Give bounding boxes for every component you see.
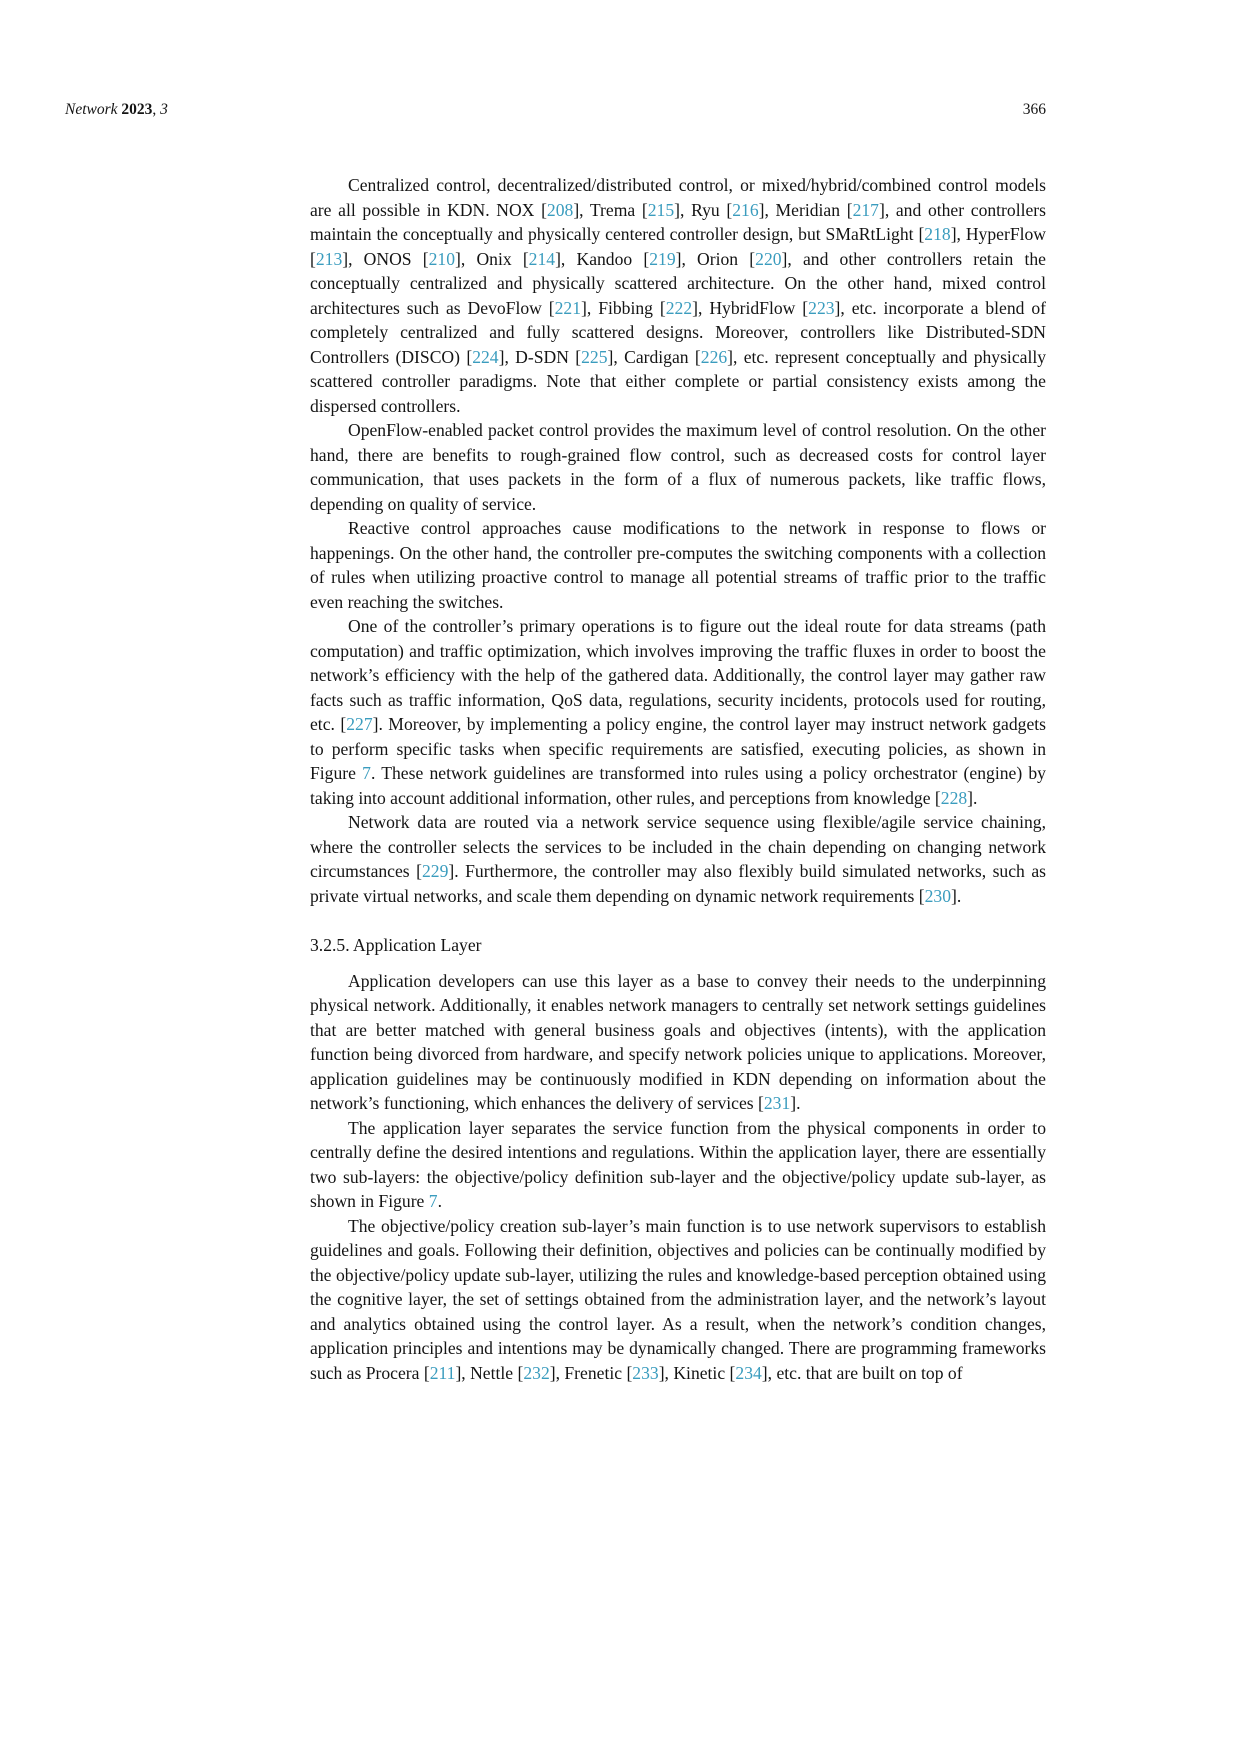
- paragraph: The application layer separates the service function from the physical components in order to centrally define the desired intentions and regulations. Within the application layer, there are essentially two sub-layers: the objective/policy definition sub-layer and the objective/policy update sub-layer, as shown in Figure 7.: [310, 1117, 1046, 1211]
- citation-link[interactable]: 230: [924, 885, 952, 906]
- figure-reference-link[interactable]: 7: [362, 763, 371, 783]
- citation-link[interactable]: 223: [808, 297, 835, 318]
- citation-link[interactable]: 215: [647, 199, 675, 220]
- paragraph: Network data are routed via a network service sequence using flexible/agile service chaining, where the controller selects the services to be included in the chain depending on changing network circumstances [229]. Furthermore, the controller may also flexibly build simulated networks, such as private virtual networks, and scale them depending on dynamic network requirements [230].: [310, 812, 1046, 906]
- journal-info: [65, 101, 168, 119]
- citation-link[interactable]: 208: [546, 199, 574, 220]
- citation-link[interactable]: 214: [528, 248, 556, 269]
- paragraph: Application developers can use this layer as a base to convey their needs to the underpinning physical network. Additionally, it enables network managers to centrally set network settings guidelines that are better matched with general business goals and objectives (intents), with the application function being divorced from hardware, and specify network policies unique to applications. Moreover, application guidelines may be continuously modified in KDN depending on information about the network’s functioning, which enhances the delivery of services [231].: [310, 970, 1046, 1113]
- paragraph: Reactive control approaches cause modifications to the network in response to flows or happenings. On the other hand, the controller pre-computes the switching components with a collection of rules when utilizing proactive control to manage all potential streams of traffic prior to the traffic even reaching the switches.: [310, 518, 1046, 612]
- figure-reference-link[interactable]: 7: [428, 1191, 438, 1211]
- paragraph: OpenFlow-enabled packet control provides the maximum level of control resolution. On the other hand, there are benefits to rough-grained flow control, such as decreased costs for control layer communication, that uses packets in the form of a flux of numerous packets, like traffic flows, depending on quality of service.: [310, 420, 1046, 514]
- citation-link[interactable]: 221: [554, 297, 582, 318]
- citation-link[interactable]: 234: [735, 1362, 762, 1383]
- citation-link[interactable]: 217: [852, 199, 879, 220]
- citation-link[interactable]: 228: [940, 787, 968, 808]
- citation-link[interactable]: 232: [523, 1362, 550, 1383]
- running-header: [65, 101, 1046, 119]
- citation-link[interactable]: 233: [632, 1362, 659, 1383]
- citation-link[interactable]: 224: [472, 346, 499, 367]
- citation-link[interactable]: 225: [581, 346, 608, 367]
- citation-link[interactable]: 222: [665, 297, 693, 318]
- paper-body: [310, 173, 1046, 1385]
- section-heading: 3.2.5. Application Layer: [310, 935, 482, 955]
- paragraph: One of the controller’s primary operations is to figure out the ideal route for data streams (path computation) and traffic optimization, which involves improving the traffic fluxes in order to boost the network’s efficiency with the help of the gathered data. Additionally, the control layer may gather raw facts such as traffic information, QoS data, regulations, security incidents, protocols used for routing, etc. [227]. Moreover, by implementing a policy engine, the control layer may instruct network gadgets to perform specific tasks when specific requirements are satisfied, executing policies, as shown in Figure 7. These network guidelines are transformed into rules using a policy orchestrator (engine) by taking into account additional information, other rules, and perceptions from knowledge [228].: [310, 616, 1046, 808]
- citation-link[interactable]: 216: [732, 199, 759, 220]
- citation-link[interactable]: 220: [755, 248, 782, 269]
- journal-separator: ,: [152, 101, 161, 118]
- citation-link[interactable]: 226: [700, 346, 728, 367]
- journal-volume: 3: [160, 101, 168, 118]
- page-number: 366: [1022, 101, 1046, 118]
- paragraph: Centralized control, decentralized/distributed control, or mixed/hybrid/combined control models are all possible in KDN. NOX [208], Trema [215], Ryu [216], Meridian [217], and other controllers maintain the conceptually and physically centered controller design, but SMaRtLight [218], HyperFlow [213], ONOS [210], Onix [214], Kandoo [219], Orion [220], and other controllers retain the conceptually centralized and physically scattered architecture. On the other hand, mixed control architectures such as DevoFlow [221], Fibbing [222], HybridFlow [223], etc. incorporate a blend of completely centralized and fully scattered designs. Moreover, controllers like Distributed-SDN Controllers (DISCO) [224], D-SDN [225], Cardigan [226], etc. represent conceptually and physically scattered controller paradigms. Note that either complete or partial consistency exists among the dispersed controllers.: [310, 175, 1047, 416]
- citation-link[interactable]: 219: [649, 248, 676, 269]
- citation-link[interactable]: 231: [763, 1093, 791, 1113]
- paragraph: The objective/policy creation sub-layer’s main function is to use network supervisors to establish guidelines and goals. Following their definition, objectives and policies can be continually modified by the objective/policy update sub-layer, utilizing the rules and knowledge-based perception obtained using the cognitive layer, the set of settings obtained from the administration layer, and the network’s layout and analytics obtained using the control layer. As a result, when the network’s condition changes, application principles and intentions may be dynamically changed. There are programming frameworks such as Procera [211], Nettle [232], Frenetic [233], Kinetic [234], etc. that are built on top of: [310, 1215, 1046, 1383]
- citation-link[interactable]: 218: [924, 224, 951, 244]
- citation-link[interactable]: 227: [346, 714, 373, 734]
- citation-link[interactable]: 213: [315, 248, 343, 269]
- citation-link[interactable]: 229: [422, 861, 449, 881]
- citation-link[interactable]: 210: [428, 248, 456, 269]
- journal-name: Network: [65, 101, 118, 118]
- journal-year: 2023: [121, 101, 153, 118]
- citation-link[interactable]: 211: [429, 1362, 456, 1383]
